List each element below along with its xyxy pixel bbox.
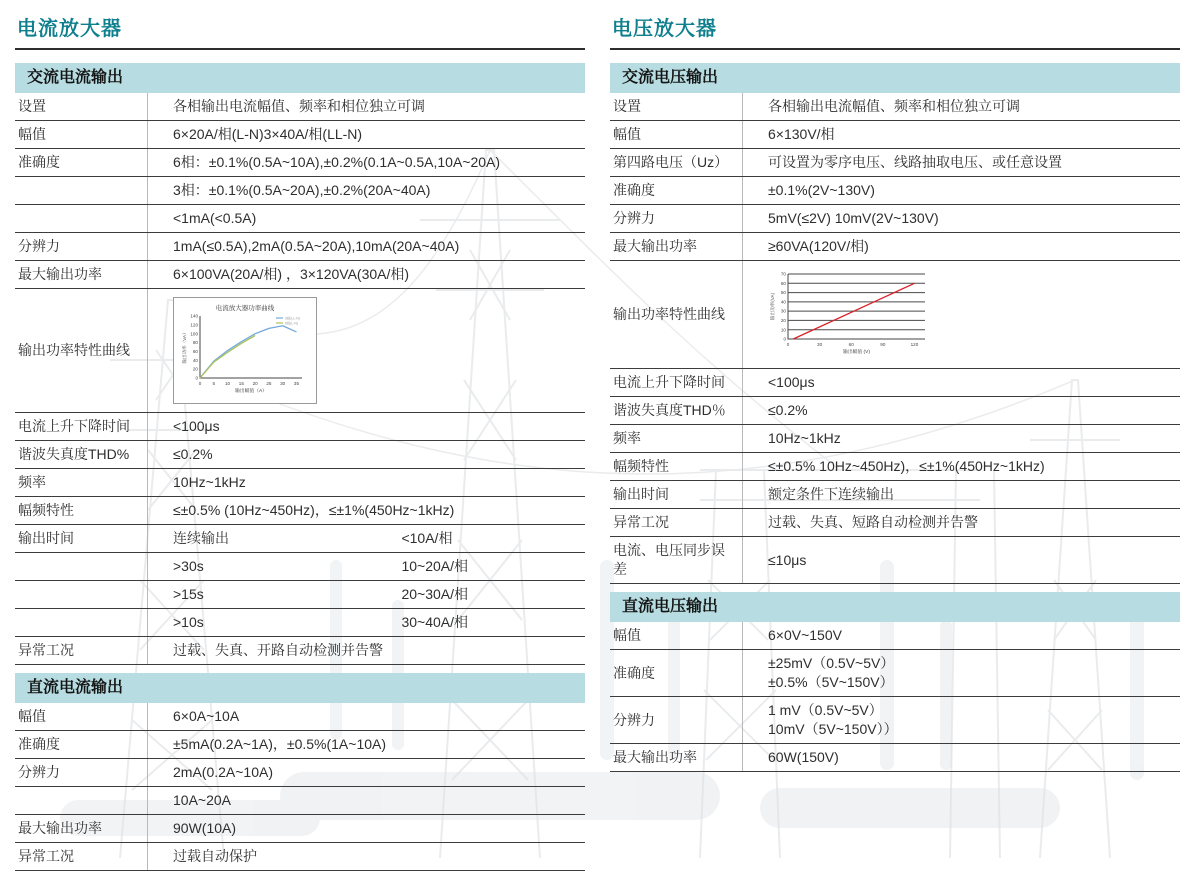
spec-value xyxy=(147,581,585,608)
output-power-curve-chart xyxy=(180,302,310,394)
spec-value xyxy=(147,525,585,552)
spec-row xyxy=(15,553,585,581)
svg-text:40: 40 xyxy=(192,357,198,363)
current-amplifier-sections xyxy=(15,63,585,871)
spec-value: 6×20A/相(L-N)3×40A/相(LL-N) xyxy=(147,121,585,148)
svg-text:25: 25 xyxy=(266,381,272,386)
current-amplifier-title: 电流放大器 xyxy=(17,18,122,40)
spec-value: ≤0.2% xyxy=(742,397,1180,424)
spec-row xyxy=(610,425,1180,453)
spec-label: 输出时间 xyxy=(613,486,669,502)
spec-label: 电流、电压同步误差 xyxy=(613,542,725,577)
svg-text:3相(LL-N): 3相(LL-N) xyxy=(285,316,300,321)
spec-row xyxy=(15,261,585,289)
spec-value-line: 10mV（5V~150V）） xyxy=(768,721,898,737)
spec-row xyxy=(15,609,585,637)
spec-value: ≤±0.5% (10Hz~450Hz)，≤±1%(450Hz~1kHz) xyxy=(147,497,585,524)
output-power-curve-chart xyxy=(768,269,933,355)
spec-row xyxy=(15,525,585,553)
section-header-ac-voltage-output: 交流电压输出 xyxy=(610,63,1180,93)
spec-value: 10Hz~1kHz xyxy=(742,425,1180,452)
spec-label: 谐波失真度THD% xyxy=(18,446,130,462)
spec-row xyxy=(15,289,585,413)
spec-value: 额定条件下连续输出 xyxy=(742,481,1180,508)
svg-text:80: 80 xyxy=(192,340,198,346)
spec-row xyxy=(610,509,1180,537)
spec-label: 幅值 xyxy=(613,627,641,643)
svg-text:60: 60 xyxy=(780,280,786,286)
chart-box xyxy=(173,297,317,404)
spec-label: 分辨力 xyxy=(18,764,60,780)
spec-row xyxy=(15,843,585,871)
voltage-amplifier-column xyxy=(610,0,1180,772)
svg-text:输出幅值 (V): 输出幅值 (V) xyxy=(843,350,870,355)
spec-value xyxy=(742,261,1180,368)
title-divider xyxy=(610,48,1180,50)
spec-label: 准确度 xyxy=(613,182,655,198)
spec-row xyxy=(610,121,1180,149)
svg-text:40: 40 xyxy=(780,299,786,305)
spec-value xyxy=(742,650,1180,696)
spec-label: 异常工况 xyxy=(18,848,74,864)
spec-label: 幅值 xyxy=(18,708,46,724)
svg-text:20: 20 xyxy=(252,381,258,386)
spec-value-line: ±0.5%（5V~150V） xyxy=(768,674,894,690)
spec-row xyxy=(15,413,585,441)
svg-text:30: 30 xyxy=(780,308,786,314)
spec-label: 分辨力 xyxy=(613,210,655,226)
spec-label: 频率 xyxy=(18,474,46,490)
spec-label: 分辨力 xyxy=(613,711,655,728)
spec-value xyxy=(742,697,1180,743)
spec-label: 频率 xyxy=(613,430,641,446)
spec-label: 异常工况 xyxy=(613,514,669,530)
spec-label: 分辨力 xyxy=(18,238,60,254)
spec-row xyxy=(610,537,1180,584)
svg-text:0: 0 xyxy=(783,336,786,342)
spec-label: 电流上升下降时间 xyxy=(613,374,725,390)
spec-value: ≤0.2% xyxy=(147,441,585,468)
svg-text:90: 90 xyxy=(880,342,886,347)
spec-value: 过载自动保护 xyxy=(147,843,585,870)
spec-value: 各相输出电流幅值、频率和相位独立可调 xyxy=(147,93,585,120)
spec-row xyxy=(610,650,1180,697)
spec-label: 最大输出功率 xyxy=(18,266,102,282)
spec-row xyxy=(15,205,585,233)
spec-value: 6×0A~10A xyxy=(147,703,585,730)
spec-value: <1mA(<0.5A) xyxy=(147,205,585,232)
spec-value: ≤±0.5% 10Hz~450Hz)，≤±1%(450Hz~1kHz) xyxy=(742,453,1180,480)
spec-label: 输出时间 xyxy=(18,530,74,546)
spec-value: 过载、失真、开路自动检测并告警 xyxy=(147,637,585,664)
spec-label: 最大输出功率 xyxy=(18,820,102,836)
spec-row xyxy=(15,787,585,815)
spec-value-primary: >15s xyxy=(173,586,204,602)
svg-text:20: 20 xyxy=(780,318,786,324)
spec-value: 60W(150V) xyxy=(742,744,1180,771)
svg-text:35: 35 xyxy=(293,381,300,386)
spec-value: 10Hz~1kHz xyxy=(147,469,585,496)
spec-label: 幅值 xyxy=(18,126,46,142)
svg-text:100: 100 xyxy=(190,331,198,337)
spec-row xyxy=(610,697,1180,744)
spec-value: ±0.1%(2V~130V) xyxy=(742,177,1180,204)
spec-value: <100μs xyxy=(147,413,585,440)
spec-value xyxy=(147,609,585,636)
section-header-dc-voltage-output: 直流电压输出 xyxy=(610,592,1180,622)
spec-row xyxy=(610,261,1180,369)
spec-value: 90W(10A) xyxy=(147,815,585,842)
spec-row xyxy=(15,731,585,759)
spec-label xyxy=(15,581,147,608)
spec-label xyxy=(15,787,147,814)
spec-row xyxy=(610,622,1180,650)
spec-value-secondary: 10~20A/相 xyxy=(401,558,469,574)
section-dc-current-output xyxy=(15,673,585,871)
svg-text:电流放大器功率曲线: 电流放大器功率曲线 xyxy=(215,305,275,312)
svg-text:30: 30 xyxy=(280,381,286,386)
svg-text:70: 70 xyxy=(780,271,786,277)
spec-label: 最大输出功率 xyxy=(613,749,697,765)
spec-row xyxy=(610,149,1180,177)
svg-text:120: 120 xyxy=(910,342,919,347)
svg-text:60: 60 xyxy=(192,349,198,355)
spec-value: 6×0V~150V xyxy=(742,622,1180,649)
section-header-ac-current-output: 交流电流输出 xyxy=(15,63,585,93)
svg-text:10: 10 xyxy=(780,327,786,333)
svg-text:输出功率(VA): 输出功率(VA) xyxy=(770,292,775,321)
title-divider xyxy=(15,48,585,50)
spec-value xyxy=(147,553,585,580)
spec-row xyxy=(15,703,585,731)
spec-label: 输出功率特性曲线 xyxy=(18,342,130,358)
spec-row xyxy=(15,441,585,469)
spec-value xyxy=(147,289,585,412)
spec-label: 第四路电压（Uz） xyxy=(613,154,729,170)
spec-value: 10A~20A xyxy=(147,787,585,814)
section-header-dc-current-output: 直流电流输出 xyxy=(15,673,585,703)
spec-value: 3相：±0.1%(0.5A~20A),±0.2%(20A~40A) xyxy=(147,177,585,204)
spec-label: 设置 xyxy=(18,98,46,114)
spec-value: 1mA(≤0.5A),2mA(0.5A~20A),10mA(20A~40A) xyxy=(147,233,585,260)
spec-row xyxy=(15,637,585,665)
spec-value: 6×100VA(20A/相) ，3×120VA(30A/相) xyxy=(147,261,585,288)
svg-text:20: 20 xyxy=(192,366,198,372)
spec-value-primary: >30s xyxy=(173,558,204,574)
spec-value: ≤10μs xyxy=(742,537,1180,583)
svg-text:输出功率（VA）: 输出功率（VA） xyxy=(182,330,187,364)
spec-label: 设置 xyxy=(613,98,641,114)
spec-value: 2mA(0.2A~10A) xyxy=(147,759,585,786)
spec-row xyxy=(610,481,1180,509)
spec-row xyxy=(15,149,585,177)
svg-text:120: 120 xyxy=(190,322,198,328)
svg-text:6相(L-N): 6相(L-N) xyxy=(285,321,298,326)
spec-label: 幅值 xyxy=(613,126,641,142)
spec-value: 各相输出电流幅值、频率和相位独立可调 xyxy=(742,93,1180,120)
section-ac-voltage-output xyxy=(610,63,1180,584)
svg-text:0: 0 xyxy=(786,342,790,347)
spec-label: 准确度 xyxy=(18,154,60,170)
spec-value-secondary: 20~30A/相 xyxy=(401,586,469,602)
spec-label: 异常工况 xyxy=(18,642,74,658)
spec-row xyxy=(610,744,1180,772)
spec-row xyxy=(610,397,1180,425)
spec-value-primary: 连续输出 xyxy=(173,530,229,546)
spec-value-line: 1 mV（0.5V~5V） xyxy=(768,702,883,718)
spec-row xyxy=(610,233,1180,261)
spec-value-line: ±25mV（0.5V~5V） xyxy=(768,655,895,671)
spec-value: 5mV(≤2V) 10mV(2V~130V) xyxy=(742,205,1180,232)
chart-box xyxy=(768,269,933,360)
spec-row xyxy=(15,177,585,205)
svg-text:140: 140 xyxy=(190,313,198,319)
spec-row xyxy=(15,93,585,121)
spec-value-secondary: <10A/相 xyxy=(401,530,453,546)
spec-value-secondary: 30~40A/相 xyxy=(401,614,469,630)
voltage-amplifier-title: 电压放大器 xyxy=(612,18,717,40)
svg-text:输出幅值（A）: 输出幅值（A） xyxy=(235,389,267,394)
spec-row xyxy=(15,497,585,525)
voltage-amplifier-sections xyxy=(610,63,1180,772)
section-dc-voltage-output xyxy=(610,592,1180,772)
spec-label xyxy=(15,177,147,204)
spec-label: 谐波失真度THD％ xyxy=(613,402,726,418)
section-ac-current-output xyxy=(15,63,585,665)
spec-label: 准确度 xyxy=(613,664,655,681)
svg-text:15: 15 xyxy=(238,381,244,386)
spec-row xyxy=(15,121,585,149)
svg-text:5: 5 xyxy=(212,381,216,386)
spec-row xyxy=(15,233,585,261)
svg-text:60: 60 xyxy=(848,342,854,347)
spec-row xyxy=(15,469,585,497)
spec-row xyxy=(610,453,1180,481)
spec-row xyxy=(610,369,1180,397)
spec-row xyxy=(610,93,1180,121)
spec-row xyxy=(610,205,1180,233)
spec-row xyxy=(15,581,585,609)
svg-text:10: 10 xyxy=(225,381,231,386)
svg-text:30: 30 xyxy=(817,342,823,347)
svg-text:50: 50 xyxy=(780,290,786,296)
spec-label: 电流上升下降时间 xyxy=(18,418,130,434)
spec-value: 过载、失真、短路自动检测并告警 xyxy=(742,509,1180,536)
spec-value: ≥60VA(120V/相) xyxy=(742,233,1180,260)
spec-value: ±5mA(0.2A~1A)，±0.5%(1A~10A) xyxy=(147,731,585,758)
spec-label: 幅频特性 xyxy=(18,502,74,518)
spec-label xyxy=(15,553,147,580)
spec-value: <100μs xyxy=(742,369,1180,396)
spec-row xyxy=(610,177,1180,205)
spec-label: 输出功率特性曲线 xyxy=(613,306,725,322)
spec-row xyxy=(15,815,585,843)
spec-value: 6相：±0.1%(0.5A~10A),±0.2%(0.1A~0.5A,10A~20A) xyxy=(147,149,585,176)
spec-row xyxy=(15,759,585,787)
svg-text:0: 0 xyxy=(198,381,202,386)
spec-value-primary: >10s xyxy=(173,614,204,630)
spec-label xyxy=(15,609,147,636)
svg-text:0: 0 xyxy=(195,375,198,381)
spec-value: 6×130V/相 xyxy=(742,121,1180,148)
spec-label: 准确度 xyxy=(18,736,60,752)
spec-label: 最大输出功率 xyxy=(613,238,697,254)
current-amplifier-column xyxy=(15,0,585,871)
spec-value: 可设置为零序电压、线路抽取电压、或任意设置 xyxy=(742,149,1180,176)
spec-label: 幅频特性 xyxy=(613,458,669,474)
spec-label xyxy=(15,205,147,232)
